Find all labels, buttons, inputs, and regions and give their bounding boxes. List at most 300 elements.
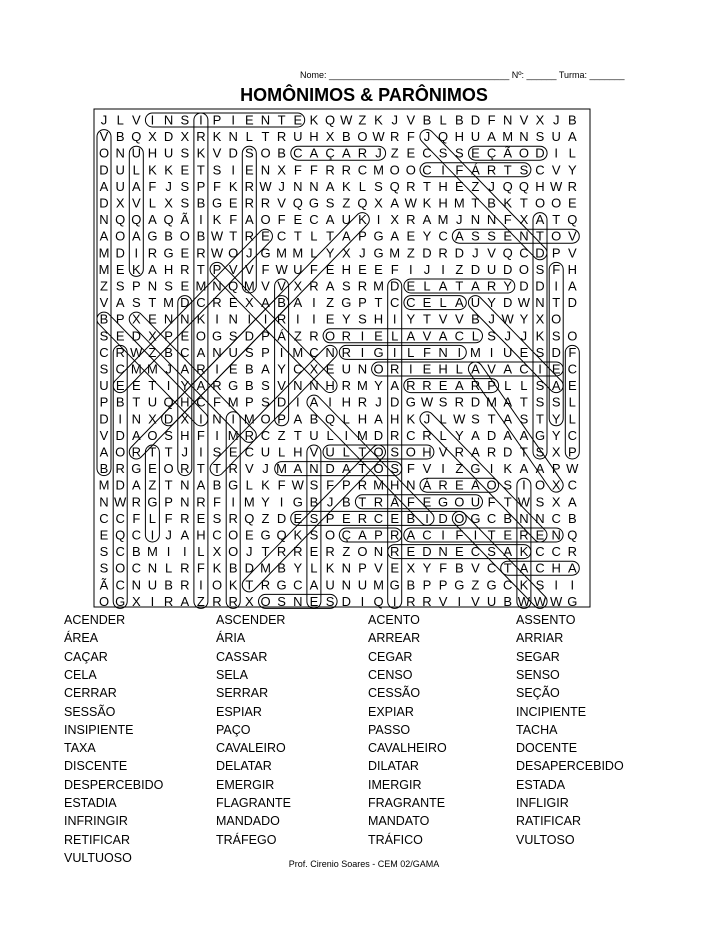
- grid-letter: A: [180, 361, 190, 377]
- grid-letter: A: [487, 129, 496, 145]
- grid-letter: Q: [115, 212, 126, 228]
- grid-letter: O: [518, 261, 529, 277]
- grid-letter: B: [341, 494, 351, 510]
- grid-letter: T: [229, 228, 238, 244]
- grid-letter: V: [131, 195, 141, 211]
- found-word-marker: [159, 293, 292, 429]
- grid-letter: R: [196, 361, 206, 377]
- grid-letter: I: [231, 411, 236, 427]
- grid-letter: N: [131, 411, 141, 427]
- grid-letter: N: [99, 212, 109, 228]
- grid-letter: N: [341, 560, 351, 576]
- grid-letter: E: [358, 261, 367, 277]
- grid-letter: R: [454, 444, 464, 460]
- grid-letter: L: [310, 228, 318, 244]
- grid-letter: J: [359, 245, 366, 261]
- grid-letter: S: [454, 145, 464, 161]
- grid-letter: W: [340, 112, 353, 128]
- grid-letter: K: [212, 129, 222, 145]
- grid-letter: Y: [503, 278, 513, 294]
- grid-letter: E: [148, 311, 157, 327]
- grid-letter: I: [441, 162, 445, 178]
- grid-letter: J: [100, 112, 108, 128]
- grid-letter: U: [325, 577, 335, 593]
- grid-letter: M: [486, 394, 498, 410]
- grid-letter: W: [114, 494, 127, 510]
- grid-letter: Z: [326, 295, 335, 311]
- grid-letter: O: [534, 477, 546, 493]
- grid-letter: O: [228, 527, 239, 543]
- grid-letter: E: [228, 444, 238, 460]
- grid-letter: C: [503, 577, 513, 593]
- grid-letter: S: [519, 162, 529, 178]
- grid-letter: N: [212, 411, 222, 427]
- grid-letter: W: [259, 178, 272, 194]
- grid-letter: J: [246, 544, 253, 560]
- grid-letter: I: [150, 112, 155, 128]
- grid-letter: E: [535, 527, 545, 543]
- grid-letter: E: [180, 162, 190, 178]
- grid-letter: Q: [373, 593, 384, 609]
- grid-letter: U: [293, 129, 303, 145]
- grid-letter: L: [568, 145, 576, 161]
- grid-letter: O: [551, 311, 562, 327]
- grid-letter: I: [199, 444, 203, 460]
- grid-letter: G: [470, 510, 481, 526]
- grid-letter: I: [231, 494, 236, 510]
- grid-letter: O: [195, 328, 206, 344]
- grid-letter: U: [293, 261, 303, 277]
- grid-letter: Z: [148, 477, 157, 493]
- grid-letter: E: [406, 544, 416, 560]
- grid-letter: N: [180, 494, 190, 510]
- grid-letter: I: [166, 544, 171, 560]
- grid-letter: L: [358, 178, 367, 194]
- grid-letter: K: [212, 560, 222, 576]
- grid-letter: E: [567, 195, 577, 211]
- grid-letter: X: [148, 411, 157, 427]
- word-list-item: DILATAR: [368, 759, 419, 774]
- grid-letter: A: [309, 145, 319, 161]
- grid-letter: D: [535, 245, 545, 261]
- grid-letter: S: [471, 228, 480, 244]
- grid-letter: M: [356, 427, 368, 443]
- grid-letter: S: [212, 510, 222, 526]
- grid-letter: H: [180, 394, 190, 410]
- grid-letter: I: [408, 261, 413, 277]
- grid-letter: O: [179, 228, 190, 244]
- grid-letter: R: [276, 129, 287, 145]
- grid-letter: D: [390, 394, 400, 410]
- grid-letter: S: [115, 278, 125, 294]
- grid-letter: I: [408, 361, 413, 377]
- grid-letter: N: [163, 112, 174, 128]
- word-list-item: ARREAR: [368, 631, 421, 646]
- grid-letter: O: [405, 162, 416, 178]
- grid-letter: O: [115, 228, 126, 244]
- grid-letter: J: [278, 178, 285, 194]
- grid-letter: Q: [389, 178, 400, 194]
- grid-letter: D: [163, 129, 174, 145]
- grid-letter: A: [567, 494, 577, 510]
- grid-letter: E: [454, 178, 464, 194]
- grid-letter: Á: [390, 494, 400, 510]
- grid-letter: B: [406, 510, 416, 526]
- grid-letter: N: [309, 178, 319, 194]
- grid-letter: C: [535, 544, 545, 560]
- grid-letter: K: [535, 328, 545, 344]
- grid-letter: Z: [261, 510, 270, 526]
- grid-letter: V: [422, 328, 432, 344]
- grid-letter: S: [99, 361, 109, 377]
- grid-letter: F: [261, 261, 270, 277]
- grid-letter: W: [420, 394, 434, 410]
- grid-letter: M: [243, 411, 255, 427]
- grid-letter: V: [277, 278, 286, 294]
- grid-letter: L: [439, 295, 447, 311]
- grid-letter: W: [130, 344, 143, 360]
- grid-letter: B: [277, 295, 286, 311]
- grid-letter: C: [309, 212, 319, 228]
- grid-letter: V: [422, 461, 432, 477]
- grid-letter: I: [199, 577, 203, 593]
- grid-letter: J: [246, 245, 253, 261]
- grid-letter: B: [277, 145, 286, 161]
- grid-letter: A: [422, 212, 432, 228]
- grid-letter: S: [358, 311, 367, 327]
- grid-letter: F: [132, 510, 141, 526]
- grid-letter: N: [503, 112, 513, 128]
- grid-letter: S: [309, 510, 319, 526]
- grid-letter: X: [180, 129, 190, 145]
- grid-letter: L: [568, 411, 576, 427]
- grid-letter: Z: [342, 195, 351, 211]
- grid-letter: I: [118, 411, 123, 427]
- grid-letter: T: [487, 411, 496, 427]
- grid-letter: K: [293, 527, 303, 543]
- grid-letter: G: [438, 494, 449, 510]
- grid-letter: B: [309, 494, 319, 510]
- grid-letter: X: [309, 361, 319, 377]
- grid-letter: N: [260, 112, 271, 128]
- grid-letter: N: [535, 510, 545, 526]
- grid-letter: X: [406, 560, 416, 576]
- word-list-item: MANDATO: [368, 814, 430, 829]
- grid-letter: A: [438, 278, 448, 294]
- grid-letter: S: [164, 278, 173, 294]
- grid-letter: T: [358, 494, 367, 510]
- grid-letter: R: [567, 178, 577, 194]
- page-title: HOMÔNIMOS & PARÔNIMOS: [240, 85, 488, 105]
- footer-credit: Prof. Cirenio Soares - CEM 02/GAMA: [288, 859, 440, 869]
- grid-letter: N: [147, 278, 158, 294]
- grid-letter: I: [279, 494, 284, 510]
- grid-letter: N: [180, 311, 190, 327]
- grid-letter: X: [244, 593, 254, 609]
- grid-letter: H: [535, 178, 545, 194]
- grid-letter: B: [212, 477, 222, 493]
- word-list-item: ESPIAR: [216, 704, 262, 719]
- grid-letter: A: [471, 427, 480, 443]
- grid-letter: B: [422, 112, 432, 128]
- word-list-item: DOCENTE: [516, 741, 578, 756]
- grid-letter: G: [276, 577, 287, 593]
- grid-letter: D: [99, 411, 109, 427]
- grid-letter: Q: [567, 212, 578, 228]
- grid-letter: B: [164, 577, 173, 593]
- grid-letter: Á: [277, 328, 286, 344]
- grid-letter: N: [293, 378, 303, 394]
- grid-letter: G: [470, 461, 481, 477]
- grid-letter: R: [244, 427, 254, 443]
- grid-letter: A: [454, 228, 464, 244]
- grid-letter: A: [180, 527, 190, 543]
- grid-letter: A: [406, 527, 416, 543]
- grid-letter: C: [519, 361, 529, 377]
- grid-letter: C: [470, 544, 481, 560]
- grid-letter: Q: [325, 112, 336, 128]
- word-list-item: INCIPIENTE: [516, 704, 587, 719]
- grid-letter: V: [406, 112, 416, 128]
- grid-letter: Y: [277, 361, 286, 377]
- grid-letter: G: [373, 245, 384, 261]
- grid-letter: B: [503, 510, 513, 526]
- grid-letter: E: [180, 245, 190, 261]
- grid-letter: M: [227, 427, 239, 443]
- grid-letter: I: [457, 344, 462, 360]
- grid-letter: K: [374, 112, 383, 128]
- grid-letter: B: [164, 344, 173, 360]
- grid-letter: L: [471, 328, 480, 344]
- grid-letter: V: [567, 228, 577, 244]
- word-list-item: SEÇÃO: [516, 686, 560, 701]
- grid-letter: O: [454, 494, 465, 510]
- grid-letter: R: [470, 378, 481, 394]
- grid-letter: V: [438, 593, 448, 609]
- grid-letter: E: [244, 162, 254, 178]
- grid-letter: C: [99, 344, 109, 360]
- grid-letter: O: [551, 228, 562, 244]
- grid-letter: B: [244, 361, 254, 377]
- grid-letter: R: [390, 129, 400, 145]
- grid-letter: K: [519, 577, 529, 593]
- grid-letter: T: [293, 228, 302, 244]
- grid-letter: S: [261, 378, 270, 394]
- grid-letter: U: [503, 344, 513, 360]
- grid-letter: C: [422, 145, 432, 161]
- grid-letter: R: [357, 278, 368, 294]
- grid-letter: I: [344, 427, 349, 443]
- grid-letter: A: [438, 328, 448, 344]
- grid-letter: D: [325, 461, 335, 477]
- grid-letter: D: [454, 245, 464, 261]
- grid-letter: R: [228, 510, 238, 526]
- grid-letter: I: [215, 311, 219, 327]
- grid-letter: I: [295, 394, 300, 410]
- grid-letter: N: [293, 178, 303, 194]
- grid-letter: E: [325, 361, 335, 377]
- word-list-item: DESPERCEBIDO: [64, 777, 164, 792]
- word-list-item: DISCENTE: [64, 759, 128, 774]
- found-word-marker: [404, 379, 499, 393]
- grid-letter: A: [471, 444, 480, 460]
- grid-letter: Y: [551, 427, 561, 443]
- word-list-item: ESTADA: [516, 777, 566, 792]
- grid-letter: D: [567, 295, 577, 311]
- grid-letter: H: [325, 378, 335, 394]
- grid-letter: J: [262, 461, 269, 477]
- grid-letter: I: [247, 311, 252, 327]
- grid-letter: I: [441, 461, 445, 477]
- grid-letter: J: [165, 527, 172, 543]
- grid-letter: Z: [293, 328, 302, 344]
- grid-letter: O: [389, 162, 400, 178]
- grid-letter: E: [228, 361, 238, 377]
- word-list-item: ARRIAR: [516, 631, 564, 646]
- grid-letter: Q: [163, 212, 174, 228]
- grid-letter: T: [519, 394, 528, 410]
- grid-letter: L: [407, 344, 415, 360]
- grid-letter: T: [148, 378, 157, 394]
- grid-letter: G: [389, 577, 400, 593]
- grid-letter: N: [228, 129, 238, 145]
- grid-letter: R: [228, 593, 238, 609]
- grid-letter: S: [374, 178, 383, 194]
- grid-letter: R: [341, 162, 351, 178]
- grid-letter: X: [535, 112, 545, 128]
- grid-letter: K: [148, 162, 157, 178]
- grid-letter: H: [293, 444, 303, 460]
- grid-letter: D: [276, 510, 287, 526]
- grid-letter: X: [244, 295, 254, 311]
- grid-letter: X: [535, 311, 545, 327]
- grid-letter: I: [231, 112, 236, 128]
- grid-letter: R: [341, 328, 351, 344]
- grid-letter: L: [116, 112, 124, 128]
- grid-letter: W: [533, 593, 547, 609]
- grid-letter: T: [423, 178, 431, 194]
- grid-letter: D: [535, 145, 545, 161]
- grid-letter: S: [244, 344, 254, 360]
- grid-letter: V: [438, 444, 448, 460]
- grid-letter: C: [357, 162, 368, 178]
- grid-letter: U: [470, 129, 481, 145]
- grid-letter: N: [486, 212, 497, 228]
- grid-letter: K: [503, 195, 513, 211]
- grid-letter: N: [309, 461, 319, 477]
- grid-letter: A: [390, 195, 400, 211]
- student-info-line: Nome: ____________________________________ Nº: ______ Turma: _______: [300, 70, 625, 80]
- grid-letter: P: [164, 494, 173, 510]
- grid-letter: O: [115, 560, 126, 576]
- grid-letter: H: [454, 129, 464, 145]
- grid-letter: L: [148, 195, 157, 211]
- grid-letter: J: [423, 261, 431, 277]
- grid-letter: K: [212, 212, 222, 228]
- grid-letter: O: [373, 361, 384, 377]
- grid-letter: O: [260, 593, 271, 609]
- grid-letter: R: [373, 494, 384, 510]
- grid-letter: H: [551, 560, 561, 576]
- grid-letter: L: [504, 378, 512, 394]
- grid-letter: C: [422, 162, 432, 178]
- grid-letter: T: [503, 560, 512, 576]
- grid-letter: Q: [567, 527, 578, 543]
- grid-letter: W: [210, 228, 224, 244]
- grid-letter: T: [519, 195, 528, 211]
- grid-letter: F: [487, 112, 496, 128]
- grid-letter: R: [519, 527, 529, 543]
- grid-letter: S: [438, 145, 448, 161]
- grid-letter: C: [535, 162, 545, 178]
- word-list-item: INFRINGIR: [64, 814, 128, 829]
- grid-letter: M: [227, 394, 239, 410]
- grid-letter: K: [325, 560, 335, 576]
- grid-letter: C: [454, 328, 464, 344]
- grid-letter: N: [438, 344, 448, 360]
- grid-letter: H: [196, 527, 206, 543]
- grid-letter: N: [438, 544, 448, 560]
- grid-letter: I: [570, 577, 575, 593]
- word-list-item: FRAGRANTE: [368, 796, 446, 810]
- grid-letter: S: [390, 444, 400, 460]
- grid-letter: N: [406, 477, 416, 493]
- grid-letter: S: [503, 477, 513, 493]
- grid-letter: S: [180, 195, 190, 211]
- grid-letter: U: [357, 577, 368, 593]
- grid-letter: H: [567, 261, 577, 277]
- grid-letter: C: [293, 361, 303, 377]
- grid-letter: W: [517, 494, 531, 510]
- grid-letter: U: [115, 178, 125, 194]
- grid-letter: E: [115, 378, 125, 394]
- grid-letter: H: [309, 129, 319, 145]
- word-list-item: SELA: [216, 667, 248, 682]
- grid-letter: S: [535, 577, 545, 593]
- grid-letter: X: [164, 195, 173, 211]
- grid-letter: D: [438, 510, 448, 526]
- grid-letter: Y: [422, 228, 432, 244]
- grid-letter: S: [551, 328, 561, 344]
- grid-letter: F: [406, 129, 415, 145]
- grid-letter: M: [146, 361, 158, 377]
- grid-letter: P: [567, 444, 577, 460]
- grid-letter: S: [164, 427, 173, 443]
- grid-letter: C: [567, 477, 577, 493]
- grid-letter: P: [341, 477, 351, 493]
- grid-letter: L: [164, 560, 173, 576]
- grid-letter: W: [275, 261, 288, 277]
- grid-letter: D: [115, 427, 125, 443]
- grid-letter: N: [341, 577, 351, 593]
- grid-letter: S: [180, 178, 190, 194]
- grid-letter: E: [293, 112, 303, 128]
- grid-letter: J: [488, 178, 495, 194]
- grid-letter: V: [519, 112, 529, 128]
- grid-letter: V: [454, 311, 464, 327]
- word-list-item: RATIFICAR: [516, 814, 582, 829]
- grid-letter: R: [244, 178, 254, 194]
- grid-letter: B: [406, 577, 416, 593]
- grid-letter: Y: [406, 311, 416, 327]
- grid-letter: P: [261, 344, 270, 360]
- grid-letter: M: [389, 245, 401, 261]
- grid-letter: N: [147, 560, 158, 576]
- grid-letter: O: [325, 527, 336, 543]
- grid-letter: T: [519, 444, 528, 460]
- grid-letter: S: [261, 394, 270, 410]
- grid-letter: A: [325, 212, 335, 228]
